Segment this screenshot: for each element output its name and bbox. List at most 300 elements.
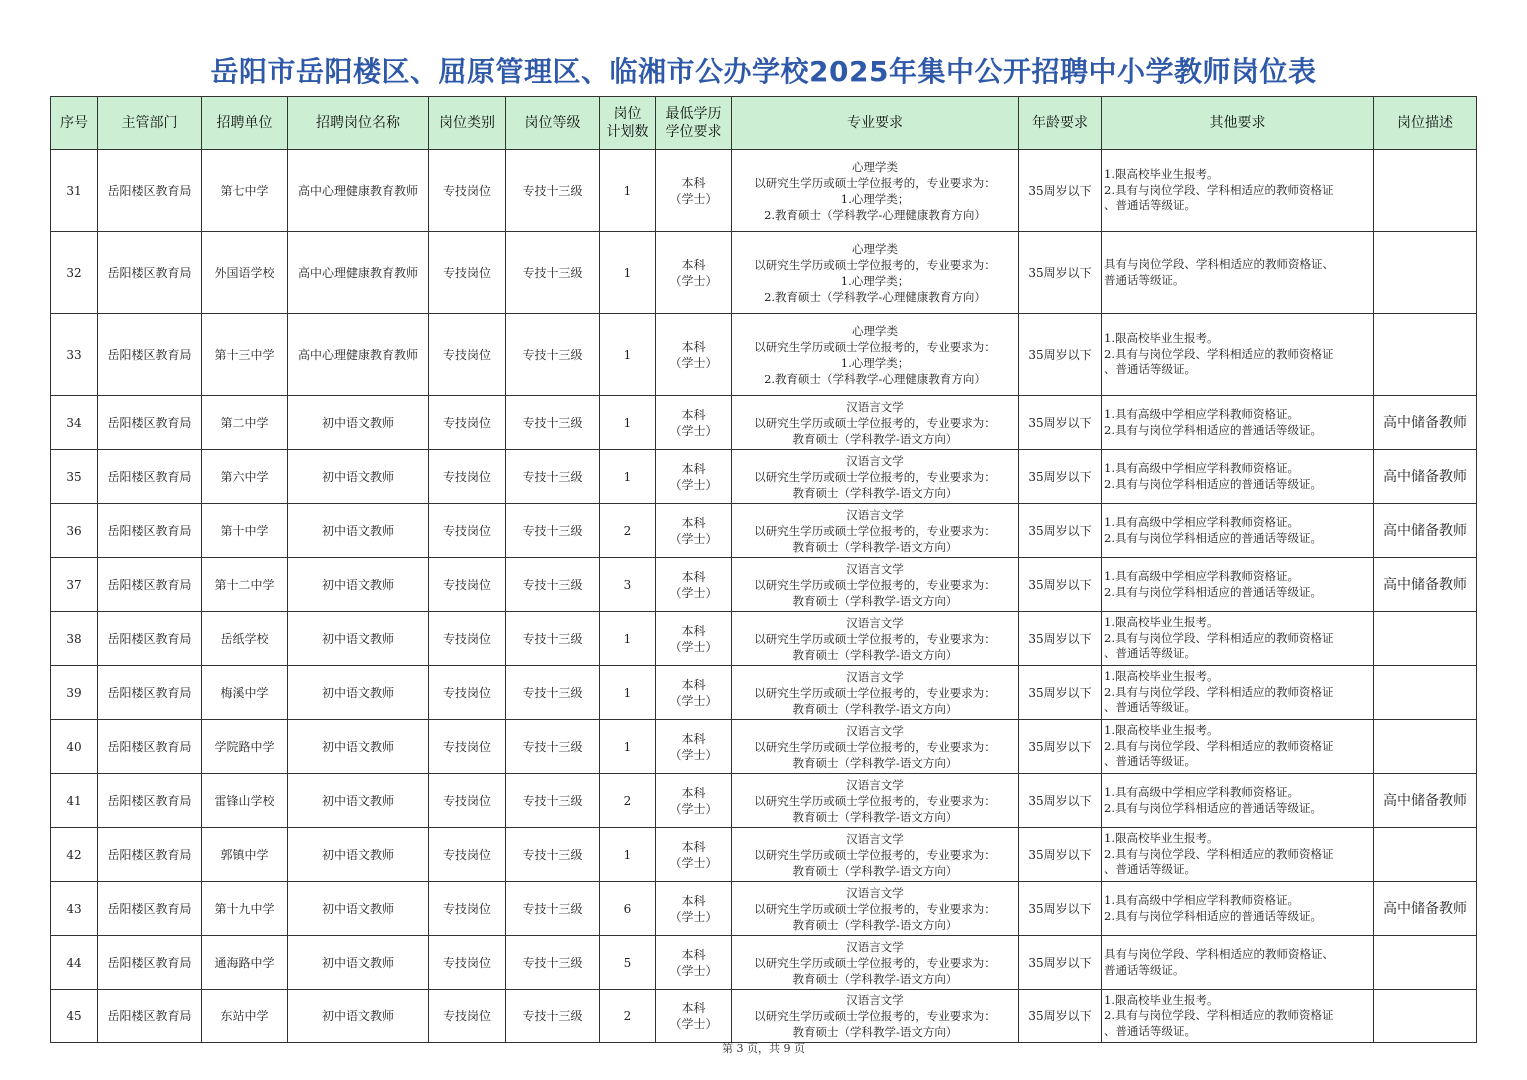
cell-line: 梅溪中学: [220, 685, 269, 700]
cell-line: 专技十三级: [522, 265, 583, 280]
cell-line: 1.具有高级中学相应学科教师资格证。: [1104, 785, 1299, 799]
table-row: [51, 450, 1477, 504]
column-header: [506, 97, 600, 150]
post-level-cell: [506, 936, 600, 990]
post-name-cell: [288, 936, 429, 990]
cell-line: 2.具有与岗位学段、学科相适应的教师资格证: [1104, 738, 1334, 753]
post-category-cell: [429, 314, 506, 396]
cell-line: 以研究生学历或硕士学位报考的，专业要求为：: [754, 257, 996, 272]
cell-line: 1: [623, 265, 632, 280]
cell-line: 教育硕士（学科教学-语文方向）: [792, 593, 958, 608]
cell-line: 43: [66, 901, 82, 916]
cell-line: 1: [623, 739, 632, 754]
recruiting-unit-cell: [202, 396, 288, 450]
cell-line: （学士）: [669, 355, 718, 370]
age-requirement-cell: [1019, 882, 1102, 936]
cell-line: 心理学类: [852, 159, 898, 174]
major-requirement-cell: [732, 612, 1019, 666]
education-requirement-cell: [656, 612, 732, 666]
cell-line: 高中储备教师: [1383, 468, 1467, 485]
cell-line: 初中语文教师: [321, 739, 394, 754]
cell-line: 2.教育硕士（学科教学-心理健康教育方向）: [764, 371, 986, 386]
cell-line: 1: [623, 469, 632, 484]
post-name-cell: [288, 774, 429, 828]
post-name-cell: [288, 666, 429, 720]
post-category-cell: [429, 232, 506, 314]
post-description-cell: [1374, 990, 1477, 1043]
age-requirement-cell: [1019, 314, 1102, 396]
cell-line: （学士）: [669, 747, 718, 762]
post-category-cell: [429, 828, 506, 882]
cell-line: 35周岁以下: [1028, 523, 1092, 538]
cell-line: 东站中学: [220, 1009, 269, 1023]
cell-line: 专技十三级: [522, 577, 583, 592]
plan-count-cell: [600, 504, 656, 558]
cell-line: 岳阳楼区教育局: [107, 1009, 192, 1023]
row-number-cell: [51, 882, 98, 936]
job-table-container: [50, 96, 1476, 1043]
post-level-cell: [506, 232, 600, 314]
cell-line: 本科: [681, 515, 706, 530]
cell-line: 汉语言文学: [846, 939, 904, 954]
cell-line: 1.具有高级中学相应学科教师资格证。: [1104, 515, 1299, 529]
major-requirement-cell: [732, 396, 1019, 450]
education-requirement-cell: [656, 774, 732, 828]
cell-line: 高中储备教师: [1383, 792, 1467, 809]
plan-count-cell: [600, 720, 656, 774]
post-level-cell: [506, 150, 600, 232]
post-name-cell: [288, 828, 429, 882]
recruiting-unit-cell: [202, 450, 288, 504]
cell-line: 2.具有与岗位学段、学科相适应的教师资格证: [1104, 1008, 1334, 1023]
post-name-cell: [288, 504, 429, 558]
post-description-cell: [1374, 666, 1477, 720]
cell-line: 35周岁以下: [1028, 183, 1092, 198]
cell-line: 汉语言文学: [846, 777, 904, 792]
major-requirement-cell: [732, 232, 1019, 314]
cell-line: 1.具有高级中学相应学科教师资格证。: [1104, 893, 1299, 907]
post-category-cell: [429, 504, 506, 558]
cell-line: 第十二中学: [214, 577, 275, 592]
cell-line: 其他要求: [1209, 115, 1266, 131]
cell-line: 初中语文教师: [321, 1009, 394, 1023]
cell-line: 、普通话等级证。: [1104, 646, 1196, 661]
cell-line: 教育硕士（学科教学-语文方向）: [792, 971, 958, 986]
cell-line: 2.具有与岗位学段、学科相适应的教师资格证: [1104, 684, 1334, 699]
recruiting-unit-cell: [202, 936, 288, 990]
cell-line: 1.具有高级中学相应学科教师资格证。: [1104, 407, 1299, 421]
education-requirement-cell: [656, 828, 732, 882]
post-level-cell: [506, 558, 600, 612]
education-requirement-cell: [656, 504, 732, 558]
post-level-cell: [506, 450, 600, 504]
row-number-cell: [51, 150, 98, 232]
cell-line: 高中储备教师: [1383, 576, 1467, 593]
cell-line: 初中语文教师: [321, 901, 394, 916]
post-category-cell: [429, 558, 506, 612]
other-requirements-cell: [1102, 774, 1374, 828]
department-cell: [98, 882, 202, 936]
cell-line: 2.具有与岗位学段、学科相适应的教师资格证: [1104, 346, 1334, 361]
cell-line: 岳阳楼区教育局: [107, 631, 192, 646]
cell-line: 35周岁以下: [1028, 265, 1092, 280]
column-header: [429, 97, 506, 150]
cell-line: 专技十三级: [522, 347, 583, 362]
other-requirements-cell: [1102, 504, 1374, 558]
post-category-cell: [429, 612, 506, 666]
other-requirements-cell: [1102, 150, 1374, 232]
major-requirement-cell: [732, 504, 1019, 558]
cell-line: 初中语文教师: [321, 469, 394, 484]
cell-line: （学士）: [669, 531, 718, 546]
row-number-cell: [51, 232, 98, 314]
plan-count-cell: [600, 936, 656, 990]
cell-line: （学士）: [669, 639, 718, 654]
cell-line: 42: [66, 847, 82, 862]
recruiting-unit-cell: [202, 232, 288, 314]
column-header: [600, 97, 656, 150]
department-cell: [98, 612, 202, 666]
post-description-cell: [1374, 150, 1477, 232]
row-number-cell: [51, 828, 98, 882]
cell-line: 2.教育硕士（学科教学-心理健康教育方向）: [764, 289, 986, 304]
cell-line: 专技岗位: [442, 793, 491, 808]
cell-line: 主管部门: [121, 115, 178, 131]
cell-line: 1.限高校毕业生报考。: [1104, 992, 1219, 1007]
cell-line: 岳阳楼区教育局: [107, 955, 192, 970]
post-name-cell: [288, 314, 429, 396]
cell-line: 雷锋山学校: [214, 793, 275, 808]
cell-line: 35周岁以下: [1028, 739, 1092, 754]
cell-line: 本科: [681, 623, 706, 638]
row-number-cell: [51, 450, 98, 504]
education-requirement-cell: [656, 150, 732, 232]
cell-line: 以研究生学历或硕士学位报考的，专业要求为：: [754, 955, 996, 970]
plan-count-cell: [600, 990, 656, 1043]
cell-line: 专技十三级: [522, 415, 583, 430]
cell-line: 教育硕士（学科教学-语文方向）: [792, 701, 958, 716]
cell-line: 以研究生学历或硕士学位报考的，专业要求为：: [754, 577, 996, 592]
post-category-cell: [429, 666, 506, 720]
cell-line: 本科: [681, 569, 706, 584]
cell-line: 2: [623, 793, 632, 808]
cell-line: 本科: [681, 407, 706, 422]
post-description-cell: [1374, 450, 1477, 504]
cell-line: 以研究生学历或硕士学位报考的，专业要求为：: [754, 1009, 996, 1023]
education-requirement-cell: [656, 882, 732, 936]
column-header: [1019, 97, 1102, 150]
recruiting-unit-cell: [202, 666, 288, 720]
cell-line: 以研究生学历或硕士学位报考的，专业要求为：: [754, 847, 996, 862]
cell-line: 通海路中学: [214, 955, 275, 970]
cell-line: 35周岁以下: [1028, 901, 1092, 916]
major-requirement-cell: [732, 828, 1019, 882]
cell-line: 专技十三级: [522, 847, 583, 862]
major-requirement-cell: [732, 720, 1019, 774]
other-requirements-cell: [1102, 828, 1374, 882]
cell-line: 本科: [681, 339, 706, 354]
major-requirement-cell: [732, 774, 1019, 828]
cell-line: 初中语文教师: [321, 415, 394, 430]
cell-line: 以研究生学历或硕士学位报考的，专业要求为：: [754, 469, 996, 484]
column-header: [1102, 97, 1374, 150]
cell-line: 、普通话等级证。: [1104, 1023, 1196, 1038]
cell-line: 汉语言文学: [846, 507, 904, 522]
post-name-cell: [288, 450, 429, 504]
cell-line: 汉语言文学: [846, 399, 904, 414]
cell-line: 以研究生学历或硕士学位报考的，专业要求为：: [754, 685, 996, 700]
cell-line: 2.具有与岗位学段、学科相适应的教师资格证: [1104, 846, 1334, 861]
cell-line: 专技十三级: [522, 955, 583, 970]
table-header-row: [51, 97, 1477, 150]
post-level-cell: [506, 990, 600, 1043]
education-requirement-cell: [656, 936, 732, 990]
cell-line: 计划数: [606, 124, 649, 140]
cell-line: 以研究生学历或硕士学位报考的，专业要求为：: [754, 631, 996, 646]
department-cell: [98, 774, 202, 828]
cell-line: 初中语文教师: [321, 523, 394, 538]
cell-line: 、普通话等级证。: [1104, 362, 1196, 377]
cell-line: 以研究生学历或硕士学位报考的，专业要求为：: [754, 339, 996, 354]
recruiting-unit-cell: [202, 150, 288, 232]
table-row: [51, 666, 1477, 720]
column-header: [98, 97, 202, 150]
post-description-cell: [1374, 936, 1477, 990]
education-requirement-cell: [656, 450, 732, 504]
age-requirement-cell: [1019, 936, 1102, 990]
row-number-cell: [51, 504, 98, 558]
post-name-cell: [288, 720, 429, 774]
plan-count-cell: [600, 666, 656, 720]
cell-line: （学士）: [669, 585, 718, 600]
recruiting-unit-cell: [202, 314, 288, 396]
department-cell: [98, 150, 202, 232]
cell-line: 专技岗位: [442, 469, 491, 484]
cell-line: 教育硕士（学科教学-语文方向）: [792, 1025, 958, 1039]
cell-line: 专技十三级: [522, 183, 583, 198]
age-requirement-cell: [1019, 232, 1102, 314]
cell-line: 岳阳楼区教育局: [107, 469, 192, 484]
cell-line: 汉语言文学: [846, 561, 904, 576]
cell-line: 专技十三级: [522, 631, 583, 646]
cell-line: 第二中学: [220, 415, 269, 430]
cell-line: （学士）: [669, 963, 718, 978]
cell-line: 以研究生学历或硕士学位报考的，专业要求为：: [754, 739, 996, 754]
page-footer: 第 3 页，共 9 页: [722, 1042, 805, 1055]
post-category-cell: [429, 396, 506, 450]
table-row: [51, 774, 1477, 828]
cell-line: 岗位类别: [439, 115, 495, 131]
plan-count-cell: [600, 882, 656, 936]
cell-line: 35周岁以下: [1028, 685, 1092, 700]
cell-line: 35周岁以下: [1028, 415, 1092, 430]
cell-line: 34: [66, 415, 82, 430]
cell-line: 1: [623, 847, 632, 862]
post-description-cell: [1374, 314, 1477, 396]
age-requirement-cell: [1019, 828, 1102, 882]
cell-line: 初中语文教师: [321, 685, 394, 700]
cell-line: 以研究生学历或硕士学位报考的，专业要求为：: [754, 415, 996, 430]
cell-line: 1.具有高级中学相应学科教师资格证。: [1104, 461, 1299, 475]
recruiting-unit-cell: [202, 882, 288, 936]
cell-line: 初中语文教师: [321, 577, 394, 592]
education-requirement-cell: [656, 558, 732, 612]
cell-line: 1: [623, 685, 632, 700]
post-level-cell: [506, 666, 600, 720]
cell-line: 以研究生学历或硕士学位报考的，专业要求为：: [754, 901, 996, 916]
plan-count-cell: [600, 314, 656, 396]
major-requirement-cell: [732, 990, 1019, 1043]
row-number-cell: [51, 774, 98, 828]
cell-line: 专技十三级: [522, 523, 583, 538]
cell-line: 汉语言文学: [846, 885, 904, 900]
education-requirement-cell: [656, 232, 732, 314]
cell-line: 2.具有与岗位学段、学科相适应的教师资格证: [1104, 630, 1334, 645]
cell-line: 本科: [681, 677, 706, 692]
row-number-cell: [51, 558, 98, 612]
row-number-cell: [51, 314, 98, 396]
department-cell: [98, 990, 202, 1043]
cell-line: 、普通话等级证。: [1104, 700, 1196, 715]
post-description-cell: [1374, 720, 1477, 774]
age-requirement-cell: [1019, 990, 1102, 1043]
cell-line: 心理学类: [852, 241, 898, 256]
cell-line: 汉语言文学: [846, 669, 904, 684]
cell-line: 1: [623, 415, 632, 430]
major-requirement-cell: [732, 936, 1019, 990]
cell-line: 汉语言文学: [846, 831, 904, 846]
table-row: [51, 612, 1477, 666]
cell-line: 32: [66, 265, 82, 280]
department-cell: [98, 720, 202, 774]
cell-line: 汉语言文学: [846, 453, 904, 468]
cell-line: 专技岗位: [442, 265, 491, 280]
cell-line: 年龄要求: [1032, 115, 1088, 131]
cell-line: 2.具有与岗位学科相适应的普通话等级证。: [1104, 422, 1322, 437]
cell-line: 教育硕士（学科教学-语文方向）: [792, 809, 958, 824]
post-level-cell: [506, 720, 600, 774]
post-level-cell: [506, 828, 600, 882]
cell-line: 本科: [681, 839, 706, 854]
plan-count-cell: [600, 828, 656, 882]
row-number-cell: [51, 612, 98, 666]
cell-line: 2.具有与岗位学科相适应的普通话等级证。: [1104, 800, 1322, 815]
cell-line: 岳阳楼区教育局: [107, 793, 192, 808]
cell-line: 以研究生学历或硕士学位报考的，专业要求为：: [754, 793, 996, 808]
cell-line: 初中语文教师: [321, 631, 394, 646]
cell-line: 岗位描述: [1397, 115, 1453, 131]
age-requirement-cell: [1019, 504, 1102, 558]
cell-line: 岳阳楼区教育局: [107, 685, 192, 700]
post-description-cell: [1374, 396, 1477, 450]
cell-line: 35周岁以下: [1028, 1009, 1092, 1023]
post-category-cell: [429, 990, 506, 1043]
cell-line: 35周岁以下: [1028, 793, 1092, 808]
post-description-cell: [1374, 504, 1477, 558]
plan-count-cell: [600, 612, 656, 666]
cell-line: 外国语学校: [214, 265, 275, 280]
table-body: [51, 150, 1477, 1043]
cell-line: 岳阳楼区教育局: [107, 265, 192, 280]
other-requirements-cell: [1102, 450, 1374, 504]
post-category-cell: [429, 150, 506, 232]
cell-line: 岳纸学校: [220, 631, 269, 646]
cell-line: 高中心理健康教育教师: [297, 183, 418, 198]
cell-line: 2: [623, 1009, 632, 1023]
cell-line: 专技岗位: [442, 901, 491, 916]
cell-line: 35周岁以下: [1028, 469, 1092, 484]
cell-line: 2.教育硕士（学科教学-心理健康教育方向）: [764, 207, 986, 222]
cell-line: 高中储备教师: [1383, 414, 1467, 431]
cell-line: 2.具有与岗位学科相适应的普通话等级证。: [1104, 908, 1322, 923]
cell-line: 1.心理学类；: [840, 355, 910, 370]
other-requirements-cell: [1102, 396, 1374, 450]
cell-line: 具有与岗位学段、学科相适应的教师资格证、: [1104, 947, 1334, 961]
cell-line: 教育硕士（学科教学-语文方向）: [792, 863, 958, 878]
cell-line: 专技岗位: [442, 955, 491, 970]
post-level-cell: [506, 612, 600, 666]
post-description-cell: [1374, 882, 1477, 936]
age-requirement-cell: [1019, 150, 1102, 232]
cell-line: 45: [66, 1009, 82, 1023]
department-cell: [98, 666, 202, 720]
post-level-cell: [506, 314, 600, 396]
row-number-cell: [51, 990, 98, 1043]
cell-line: 岳阳楼区教育局: [107, 577, 192, 592]
cell-line: 招聘单位: [216, 115, 273, 131]
table-row: [51, 558, 1477, 612]
cell-line: 专技岗位: [442, 415, 491, 430]
cell-line: 岗位等级: [524, 115, 581, 131]
cell-line: 1.限高校毕业生报考。: [1104, 167, 1219, 182]
cell-line: 专技十三级: [522, 685, 583, 700]
age-requirement-cell: [1019, 666, 1102, 720]
cell-line: 专技十三级: [522, 901, 583, 916]
cell-line: 序号: [60, 115, 88, 131]
age-requirement-cell: [1019, 720, 1102, 774]
column-header: [202, 97, 288, 150]
cell-line: 1.心理学类；: [840, 191, 910, 206]
table-row: [51, 150, 1477, 232]
row-number-cell: [51, 936, 98, 990]
cell-line: 最低学历: [665, 106, 722, 122]
cell-line: 第十九中学: [214, 901, 275, 916]
cell-line: 37: [66, 577, 82, 592]
cell-line: 岳阳楼区教育局: [107, 847, 192, 862]
cell-line: 1: [623, 347, 632, 362]
cell-line: 2: [623, 523, 632, 538]
cell-line: 专技十三级: [522, 793, 583, 808]
department-cell: [98, 450, 202, 504]
cell-line: （学士）: [669, 693, 718, 708]
age-requirement-cell: [1019, 558, 1102, 612]
cell-line: 41: [66, 793, 82, 808]
cell-line: 2.具有与岗位学科相适应的普通话等级证。: [1104, 584, 1322, 599]
cell-line: 1.限高校毕业生报考。: [1104, 669, 1219, 684]
cell-line: 本科: [681, 947, 706, 962]
age-requirement-cell: [1019, 450, 1102, 504]
cell-line: 招聘岗位名称: [316, 115, 400, 131]
cell-line: （学士）: [669, 855, 718, 870]
row-number-cell: [51, 720, 98, 774]
department-cell: [98, 936, 202, 990]
job-table: [50, 96, 1477, 1043]
cell-line: 本科: [681, 1001, 706, 1015]
post-description-cell: [1374, 828, 1477, 882]
cell-line: 第十三中学: [214, 347, 275, 362]
cell-line: 教育硕士（学科教学-语文方向）: [792, 755, 958, 770]
post-description-cell: [1374, 612, 1477, 666]
